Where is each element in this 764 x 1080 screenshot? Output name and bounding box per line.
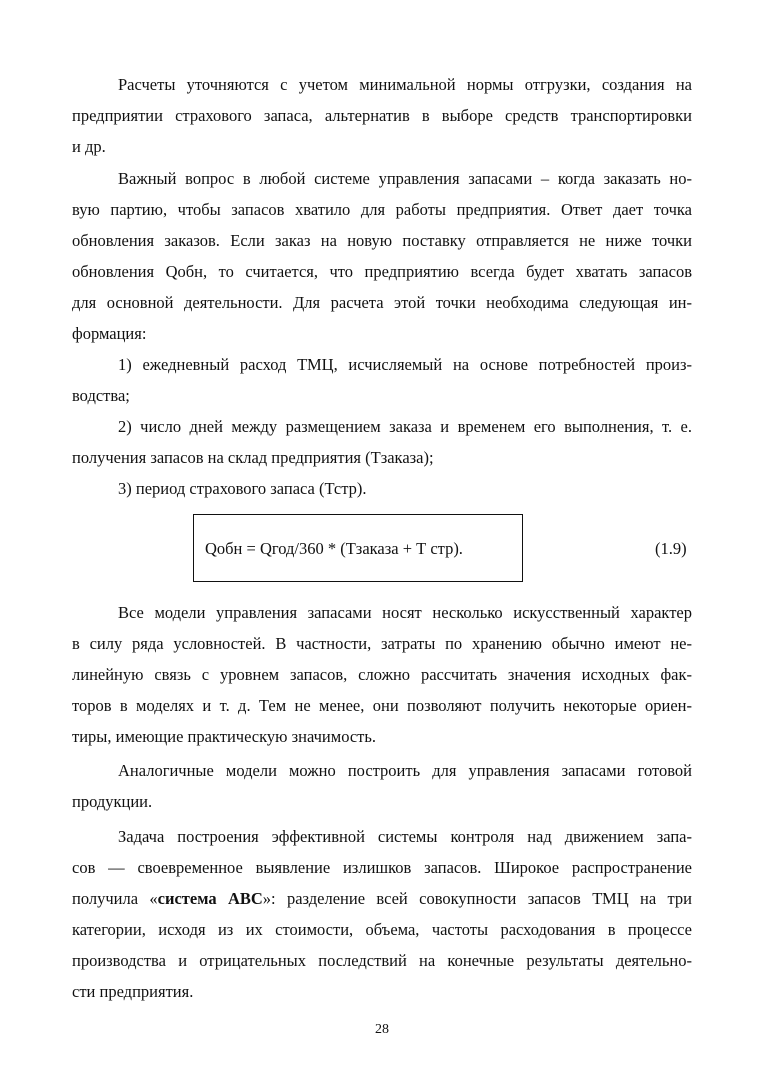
text-span: »: разделение всей совокупности запасов ТМЦ на три	[262, 889, 692, 908]
list-item: 3) период страхового запаса (Тстр).	[118, 479, 367, 498]
list-item: 1) ежедневный расход ТМЦ, исчисляемый на основе потребностей произ-	[118, 355, 692, 374]
formula-number: (1.9)	[655, 539, 687, 558]
formula: Qобн = Qгод/360 * (Тзаказа + Т стр).	[205, 539, 463, 558]
text-span: получила «	[72, 889, 158, 908]
text-line: предприятии страхового запаса, альтернатив в выборе средств транспортировки	[72, 106, 692, 125]
text-line: продукции.	[72, 792, 153, 811]
text-line: обновления Qобн, то считается, что предприятию всегда будет хватать запасов	[72, 262, 692, 281]
bold-term: система АВС	[157, 889, 263, 908]
list-item: 2) число дней между размещением заказа и временем его выполнения, т. е.	[118, 417, 692, 436]
paragraph-2	[72, 163, 692, 349]
text-line: линейную связь с уровнем запасов, сложно рассчитать значения исходных фак-	[72, 665, 692, 684]
text-line: в силу ряда условностей. В частности, затраты по хранению обычно имеют не-	[72, 634, 692, 653]
paragraph-4	[72, 755, 692, 817]
paragraph-1	[72, 69, 692, 162]
text-line: для основной деятельности. Для расчета этой точки необходима следующая ин-	[72, 293, 692, 312]
text-line: торов в моделях и т. д. Тем не менее, они позволяют получить некоторые ориен-	[72, 696, 692, 715]
text-line: Аналогичные модели можно построить для управления запасами готовой	[118, 761, 692, 780]
text-line: категории, исходя из их стоимости, объема, частоты расходования в процессе	[72, 920, 692, 939]
text-line: вую партию, чтобы запасов хватило для работы предприятия. Ответ дает точка	[72, 200, 692, 219]
list-item-cont: водства;	[72, 386, 130, 405]
paragraph-5	[72, 821, 692, 1007]
text-line: Расчеты уточняются с учетом минимальной нормы отгрузки, создания на	[118, 75, 692, 94]
text-line: тиры, имеющие практическую значимость.	[72, 727, 377, 746]
text-line: и др.	[72, 137, 106, 156]
list-item-cont: получения запасов на склад предприятия (Тзаказа);	[72, 448, 434, 467]
text-line: сов — своевременное выявление излишков запасов. Широкое распространение	[72, 858, 692, 877]
text-line: Важный вопрос в любой системе управления запасами – когда заказать но-	[118, 169, 692, 188]
text-line: Все модели управления запасами носят несколько искусственный характер	[118, 603, 692, 622]
requirements-list	[72, 349, 692, 504]
page-number: 28	[375, 1022, 389, 1037]
text-line	[72, 883, 692, 914]
text-line: сти предприятия.	[72, 982, 194, 1001]
paragraph-3	[72, 597, 692, 752]
text-line: обновления заказов. Если заказ на новую поставку отправляется не ниже точки	[72, 231, 692, 250]
text-line: формация:	[72, 324, 147, 343]
text-line: производства и отрицательных последствий на конечные результаты деятельно-	[72, 951, 692, 970]
text-line: Задача построения эффективной системы контроля над движением запа-	[118, 827, 692, 846]
